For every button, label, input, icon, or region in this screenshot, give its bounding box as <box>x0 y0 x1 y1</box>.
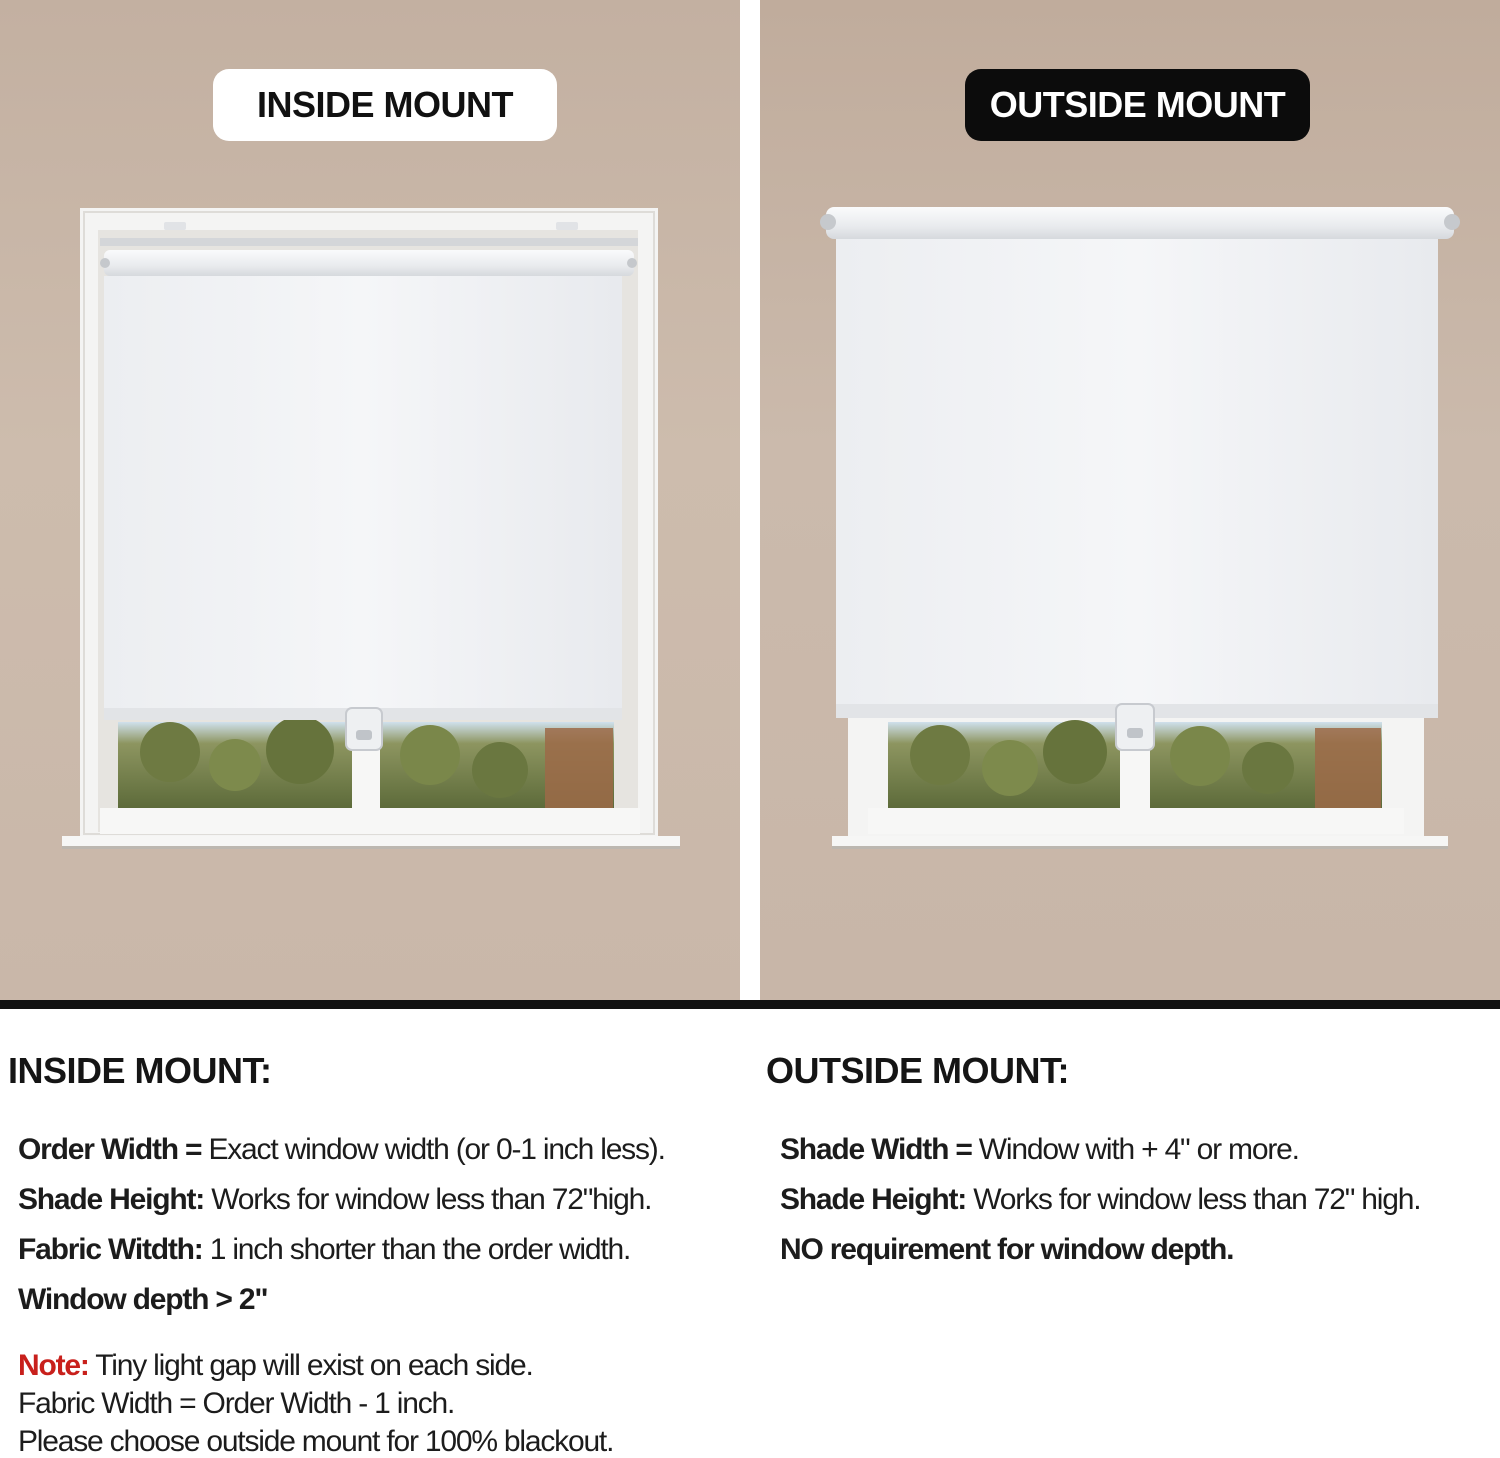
outside-spec-shade-height: Shade Height: Works for window less than 72" high. <box>780 1183 1421 1216</box>
outside-mount-badge: OUTSIDE MOUNT <box>965 69 1310 141</box>
outside-mount-window <box>820 207 1460 849</box>
inside-note-line-2: Fabric Width = Order Width - 1 inch. <box>18 1387 455 1420</box>
inside-mount-heading: INSIDE MOUNT: <box>8 1050 272 1091</box>
outside-mount-heading: OUTSIDE MOUNT: <box>766 1050 1069 1091</box>
inside-mount-badge: INSIDE MOUNT <box>213 69 557 141</box>
outside-spec-window-depth: NO requirement for window depth. <box>780 1233 1234 1266</box>
inside-spec-shade-height: Shade Height: Works for window less than 72"high. <box>18 1183 652 1216</box>
inside-spec-fabric-width: Fabric Witdth: 1 inch shorter than the order width. <box>18 1233 631 1266</box>
inside-mount-window <box>62 208 680 849</box>
inside-spec-window-depth: Window depth > 2" <box>18 1283 268 1316</box>
inside-note-line-3: Please choose outside mount for 100% blackout. <box>18 1425 614 1458</box>
section-divider-bar <box>0 1000 1500 1009</box>
inside-note-line-1: Note: Tiny light gap will exist on each side. <box>18 1349 533 1382</box>
outside-spec-shade-width: Shade Width = Window with + 4" or more. <box>780 1133 1299 1166</box>
inside-spec-order-width: Order Width = Exact window width (or 0-1 inch less). <box>18 1133 665 1166</box>
